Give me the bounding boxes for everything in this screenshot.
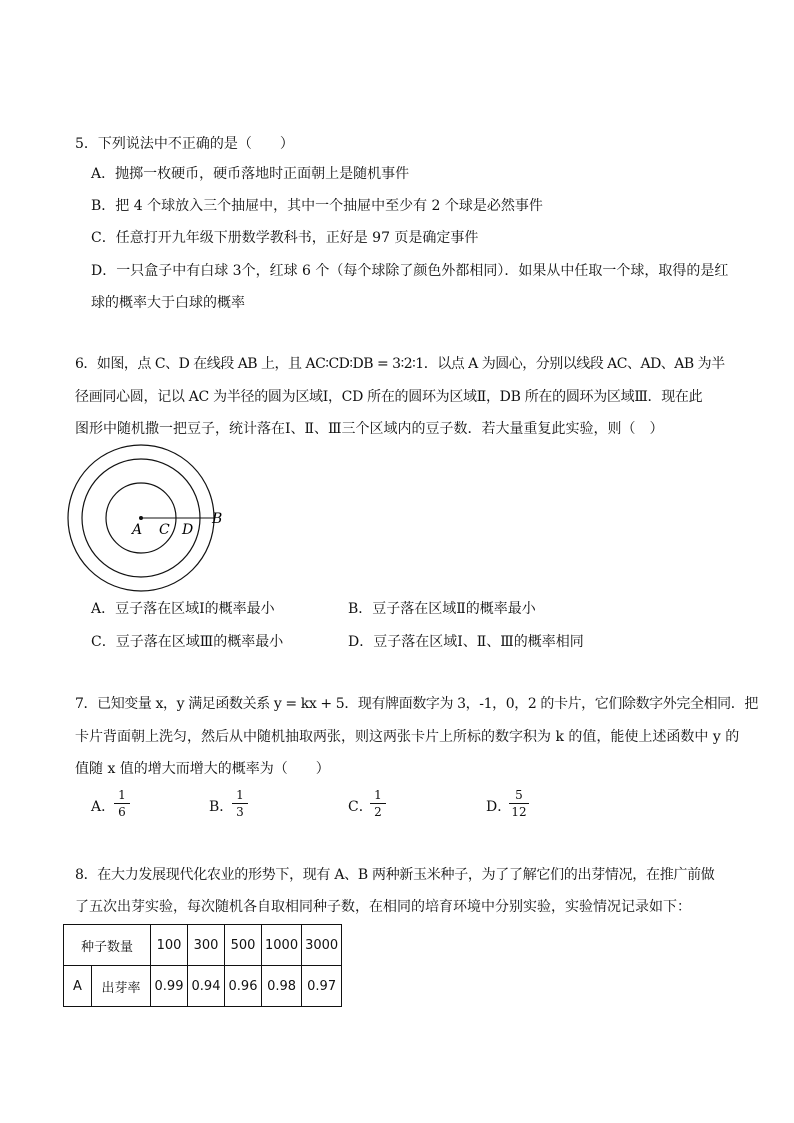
q6-option-c: C．豆子落在区域Ⅲ的概率最小 — [91, 634, 284, 650]
q6-stem-line1: 6．如图，点 C、D 在线段 AB 上，且 AC∶CD∶DB = 3∶2∶1．以点 A 为圆心，分别以线段 AC、AD、AB 为半 — [75, 356, 725, 372]
point-a-dot — [139, 516, 143, 520]
q7-option-a-label: A． — [91, 799, 116, 815]
q7-option-b-fraction — [232, 788, 248, 819]
table-count-cell: 100 — [151, 925, 188, 966]
q7-stem-line1: 7．已知变量 x，y 满足函数关系 y = kx + 5．现有牌面数字为 3，-1，0，2 的卡片，它们除数字外完全相同．把 — [75, 696, 758, 712]
table-rate-cell: 0.99 — [151, 966, 188, 1007]
q7-option-c-fraction — [370, 788, 386, 819]
q7-option-d-numerator: 5 — [515, 788, 523, 802]
label-point-d: D — [182, 522, 194, 538]
table-rate-cell: 0.96 — [225, 966, 262, 1007]
table-header-label: 种子数量 — [64, 925, 151, 966]
q7-option-b-numerator: 1 — [236, 788, 244, 802]
q5-option-d-line1: D．一只盒子中有白球 3个，红球 6 个（每个球除了颜色外都相同）．如果从中任取一个球，取得的是红 — [91, 263, 729, 279]
q7-option-c-label: C． — [348, 799, 373, 815]
q7-option-d-label: D． — [486, 799, 512, 815]
q8-stem-line2: 了五次出芽实验，每次随机各自取相同种子数，在相同的培育环境中分别实验，实验情况记录如下： — [75, 899, 691, 915]
q6-option-a: A．豆子落在区域Ⅰ的概率最小 — [91, 601, 275, 617]
q7-option-a-numerator: 1 — [118, 788, 126, 802]
fraction-bar — [370, 803, 386, 804]
table-count-cell: 1000 — [262, 925, 302, 966]
q5-option-b: B．把 4 个球放入三个抽屉中，其中一个抽屉中至少有 2 个球是必然事件 — [91, 198, 543, 214]
q7-stem-line2: 卡片背面朝上洗匀，然后从中随机抽取两张，则这两张卡片上所标的数字积为 k 的值，能使上述函数中 y 的 — [75, 729, 740, 745]
q7-option-d-fraction — [509, 788, 529, 819]
table-count-cell: 300 — [188, 925, 225, 966]
q7-option-c-numerator: 1 — [374, 788, 382, 802]
fraction-bar — [232, 803, 248, 804]
q5-option-d-line2: 球的概率大于白球的概率 — [91, 295, 245, 311]
table-row-a — [64, 966, 342, 1007]
label-point-c: C — [159, 522, 170, 538]
table-row-group: A — [64, 966, 92, 1007]
q5-option-c: C．任意打开九年级下册数学教科书，正好是 97 页是确定事件 — [91, 230, 479, 246]
table-rate-cell: 0.97 — [302, 966, 342, 1007]
q7-option-c-denominator: 2 — [374, 805, 382, 819]
q6-option-d: D．豆子落在区域Ⅰ、Ⅱ、Ⅲ的概率相同 — [348, 634, 584, 650]
q7-option-b-denominator: 3 — [236, 805, 244, 819]
q7-option-a-fraction — [114, 788, 130, 819]
q7-stem-line3: 值随 x 值的增大而增大的概率为（ ） — [75, 761, 330, 777]
q7-option-b-label: B． — [209, 799, 234, 815]
table-count-cell: 500 — [225, 925, 262, 966]
table-row-label: 出芽率 — [91, 966, 150, 1007]
q6-stem-line2: 径画同心圆，记以 AC 为半径的圆为区域Ⅰ，CD 所在的圆环为区域Ⅱ，DB 所在的圆环为区域Ⅲ．现在此 — [75, 389, 703, 405]
q7-option-a-denominator: 6 — [118, 805, 126, 819]
fraction-bar — [114, 803, 130, 804]
germination-table — [63, 924, 342, 1007]
q5-option-a: A．抛掷一枚硬币，硬币落地时正面朝上是随机事件 — [91, 166, 410, 182]
table-rate-cell: 0.98 — [262, 966, 302, 1007]
q5-stem: 5．下列说法中不正确的是（ ） — [75, 136, 294, 152]
concentric-circles-figure — [62, 444, 232, 604]
q6-stem-line3: 图形中随机撒一把豆子，统计落在Ⅰ、Ⅱ、Ⅲ三个区域内的豆子数．若大量重复此实验，则（ ） — [75, 421, 664, 437]
table-rate-cell: 0.94 — [188, 966, 225, 1007]
q7-option-d-denominator: 12 — [511, 805, 527, 819]
q6-option-b: B．豆子落在区域Ⅱ的概率最小 — [348, 601, 536, 617]
label-point-b: B — [212, 511, 223, 527]
table-count-cell: 3000 — [302, 925, 342, 966]
table-header-row — [64, 925, 342, 966]
q8-stem-line1: 8．在大力发展现代化农业的形势下，现有 A、B 两种新玉米种子，为了了解它们的出芽情况，在推广前做 — [75, 867, 715, 883]
label-point-a: A — [132, 522, 143, 538]
fraction-bar — [509, 803, 529, 804]
